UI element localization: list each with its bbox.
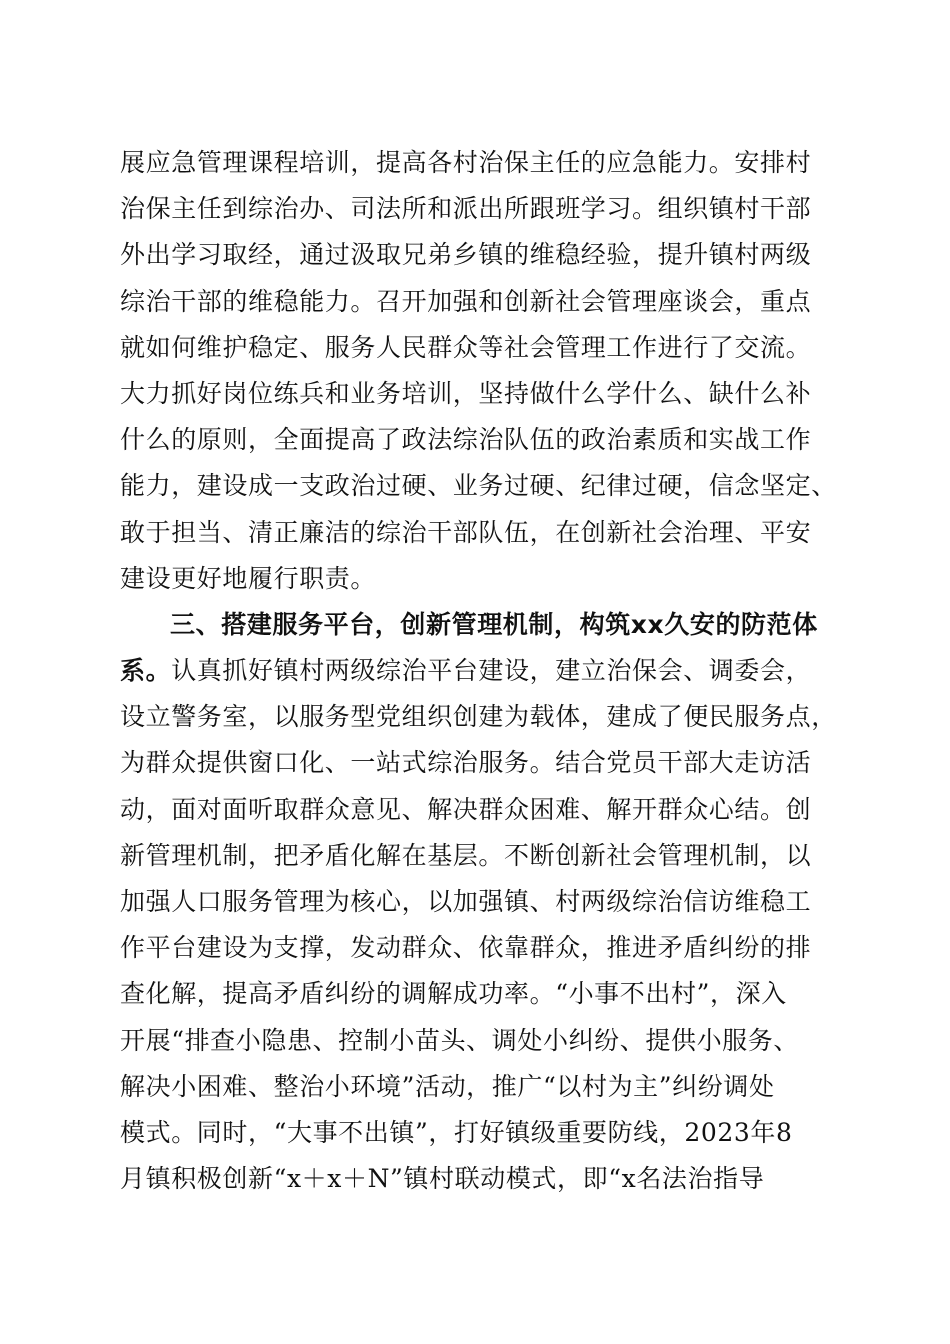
paragraph-line: 能力，建设成一支政治过硬、业务过硬、纪律过硬，信念坚定、 [120, 471, 837, 501]
paragraph-line: 动，面对面听取群众意见、解决群众困难、解开群众心结。创 [120, 794, 812, 824]
paragraph-line: 建设更好地履行职责。 [120, 563, 377, 593]
paragraph-line: 就如何维护稳定、服务人民群众等社会管理工作进行了交流。 [120, 332, 812, 362]
paragraph-line: 治保主任到综治办、司法所和派出所跟班学习。组织镇村干部 [120, 194, 812, 224]
paragraph-line: 敢于担当、清正廉洁的综治干部队伍，在创新社会治理、平安 [120, 517, 812, 547]
paragraph-line: 解决小困难、整治小环境”活动，推广“以村为主”纠纷调处 [120, 1071, 775, 1101]
paragraph-line: 外出学习取经，通过汲取兄弟乡镇的维稳经验，提升镇村两级 [120, 240, 812, 270]
paragraph-line: 作平台建设为支撑，发动群众、依靠群众，推进矛盾纠纷的排 [120, 933, 812, 963]
paragraph-line: 什么的原则，全面提高了政法综治队伍的政治素质和实战工作 [120, 425, 812, 455]
paragraph-text: 认真抓好镇村两级综治平台建设，建立治保会、调委会， [171, 656, 812, 686]
paragraph-line: 模式。同时，“大事不出镇”，打好镇级重要防线，2023年8 [120, 1117, 793, 1147]
section-heading: 三、搭建服务平台，创新管理机制，构筑xx久安的防范体 [170, 609, 818, 639]
paragraph-line: 设立警务室，以服务型党组织创建为载体，建成了便民服务点， [120, 702, 837, 732]
paragraph-line: 新管理机制，把矛盾化解在基层。不断创新社会管理机制，以 [120, 840, 812, 870]
paragraph-line: 加强人口服务管理为核心，以加强镇、村两级综治信访维稳工 [120, 887, 812, 916]
paragraph-line: 大力抓好岗位练兵和业务培训，坚持做什么学什么、缺什么补 [120, 378, 812, 408]
section-heading-continuation [120, 648, 840, 694]
paragraph-line: 月镇积极创新“x＋x＋N”镇村联动模式，即“x名法治指导 [120, 1164, 765, 1194]
section-heading-end: 系。 [120, 656, 172, 686]
paragraph-line: 查化解，提高矛盾纠纷的调解成功率。“小事不出村”，深入 [120, 979, 787, 1009]
paragraph-line: 开展“排查小隐患、控制小苗头、调处小纠纷、提供小服务、 [120, 1025, 799, 1055]
paragraph-line: 为群众提供窗口化、一站式综治服务。结合党员干部大走访活 [120, 748, 812, 778]
document-body [120, 140, 840, 1202]
paragraph-line: 综治干部的维稳能力。召开加强和创新社会管理座谈会，重点 [120, 286, 812, 316]
paragraph-line: 展应急管理课程培训，提高各村治保主任的应急能力。安排村 [120, 148, 812, 177]
